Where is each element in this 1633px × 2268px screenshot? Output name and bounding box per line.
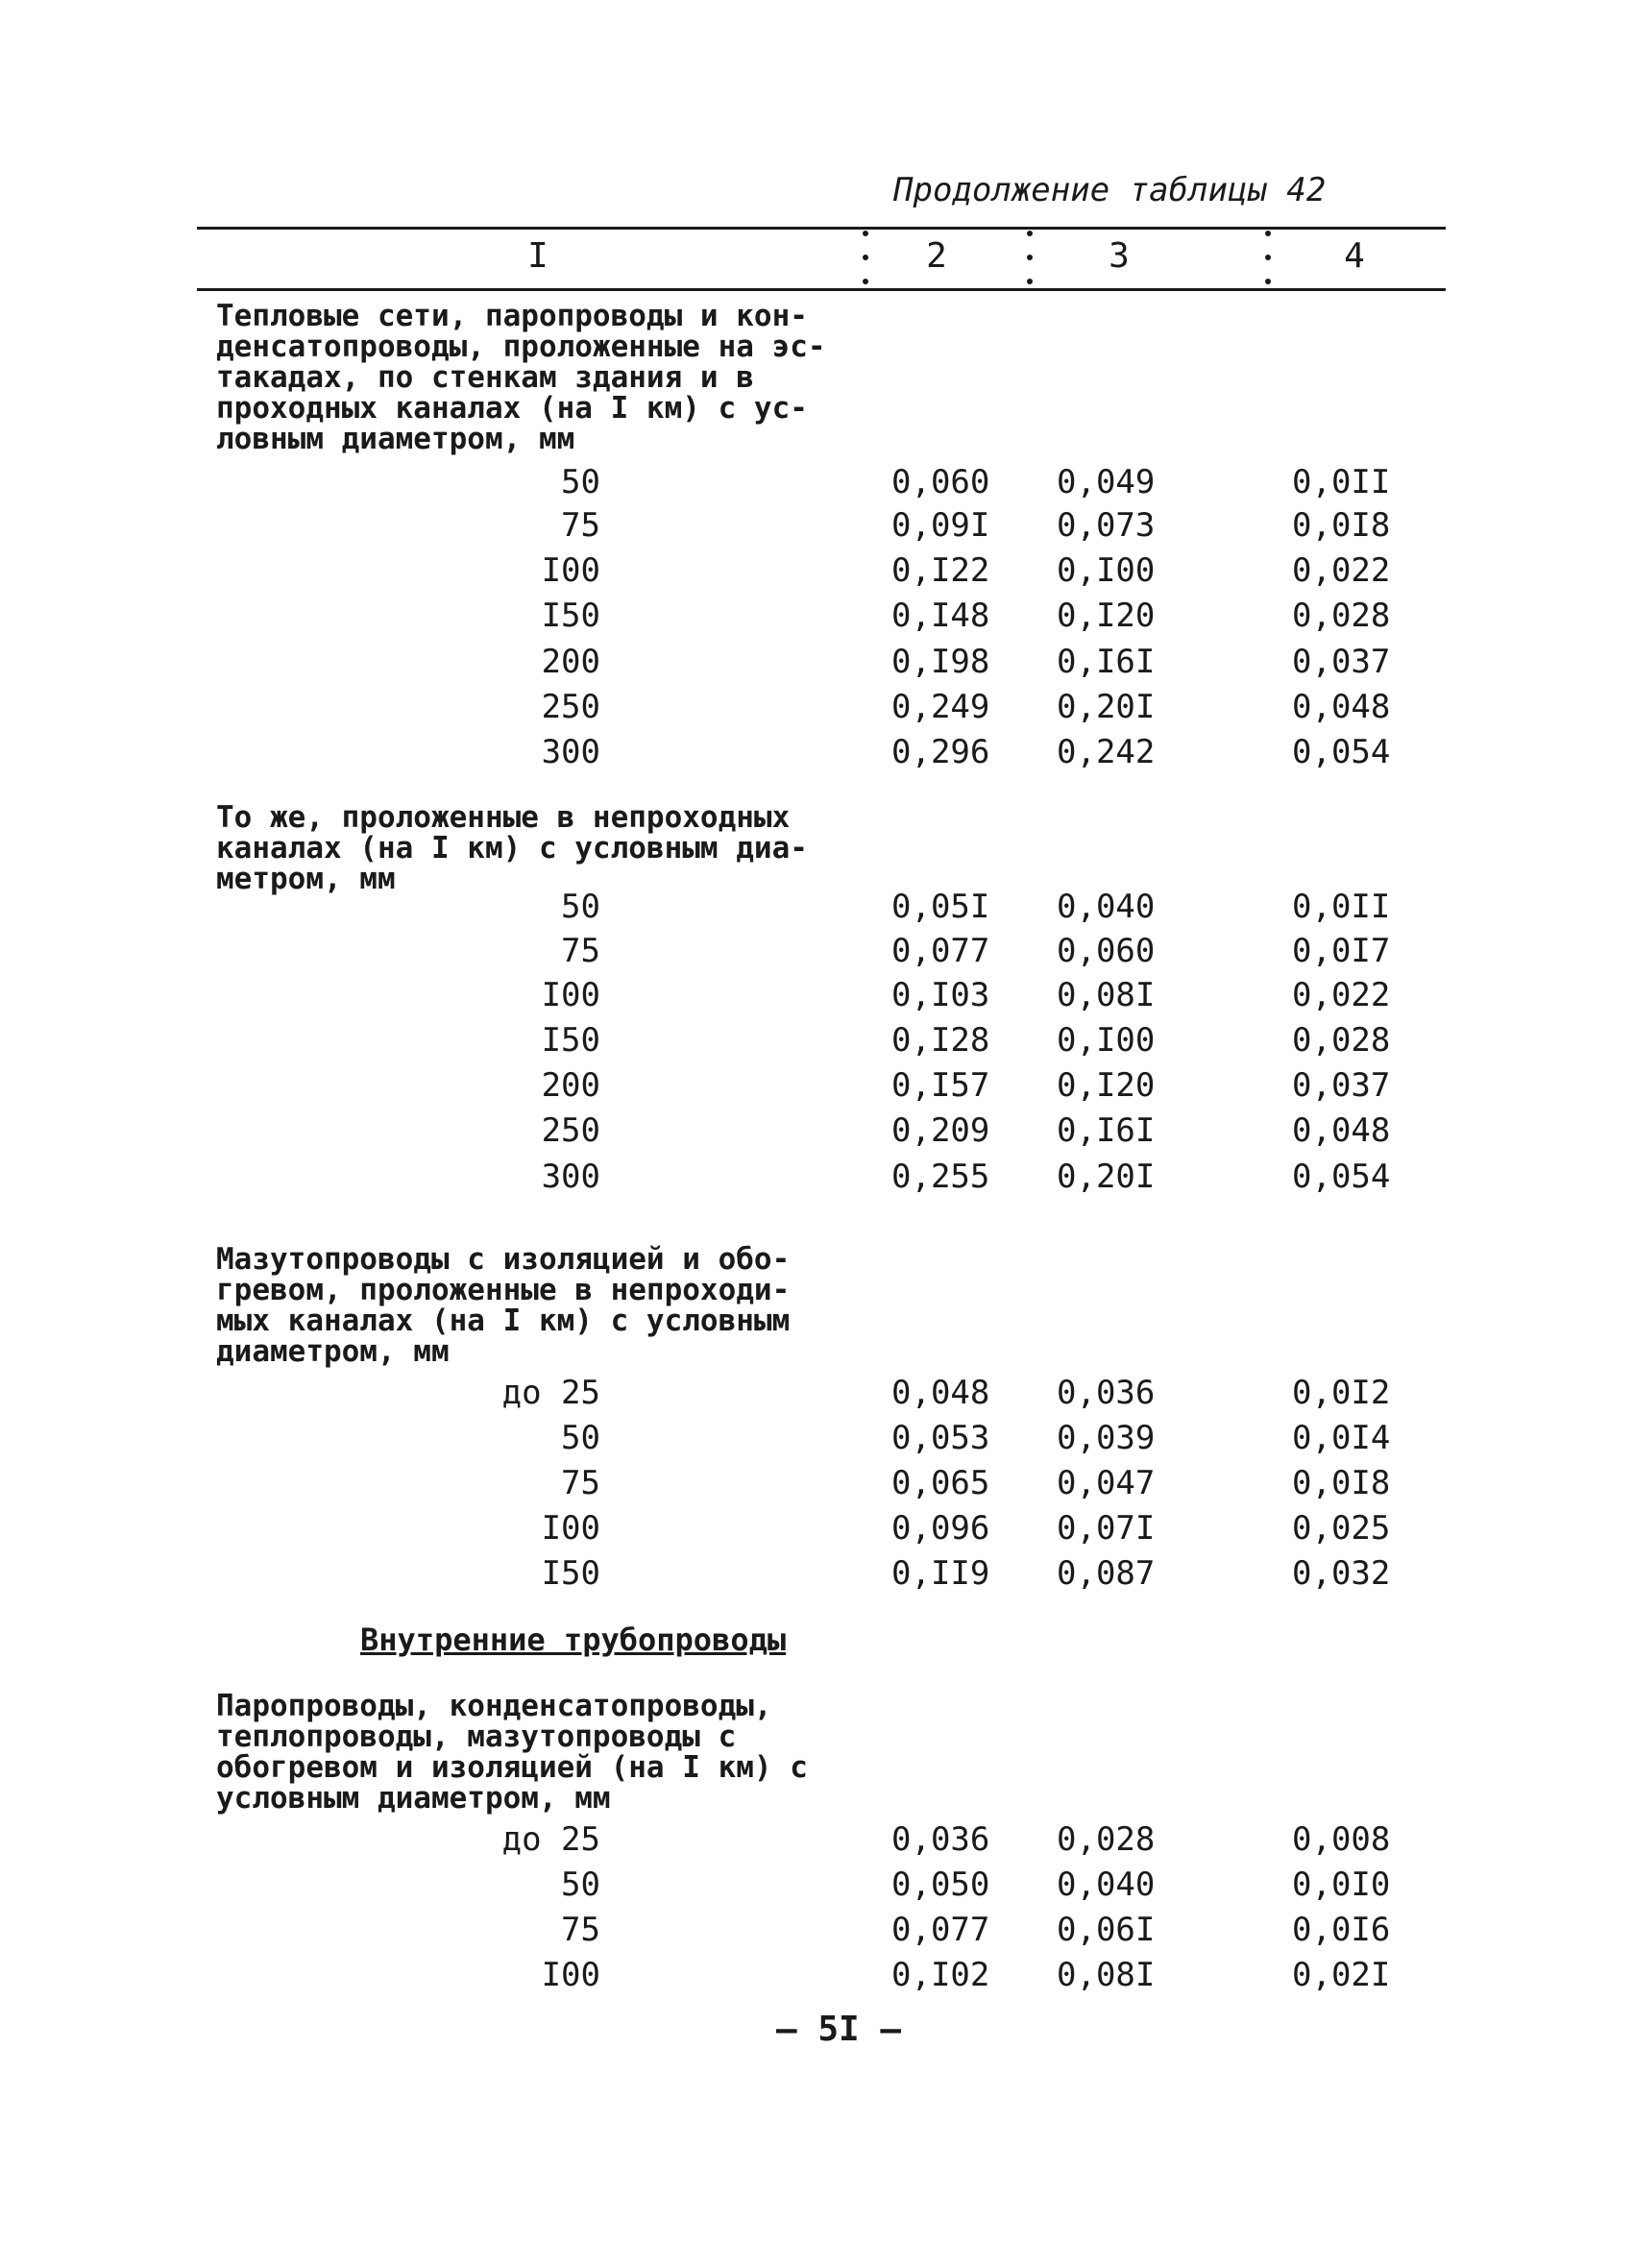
table-row xyxy=(0,1464,1633,1508)
value-cell: 0,048 xyxy=(1292,688,1391,726)
value-cell: 0,II9 xyxy=(891,1554,990,1593)
diameter-cell: 50 xyxy=(561,1866,600,1904)
value-cell: 0,0I8 xyxy=(1292,1464,1391,1502)
value-cell: 0,296 xyxy=(891,733,990,771)
header-divider xyxy=(1026,231,1034,284)
value-cell: 0,037 xyxy=(1292,643,1391,681)
value-cell: 0,036 xyxy=(1057,1374,1156,1412)
section-description: Паропроводы, конденсатопроводы, теплопроводы, мазутопроводы с обогревом и изоляцией (на I км) с условным диаметром, мм xyxy=(216,1689,808,1816)
table-row xyxy=(0,733,1633,777)
table-row xyxy=(0,888,1633,932)
value-cell: 0,054 xyxy=(1292,733,1391,771)
table-row xyxy=(0,976,1633,1020)
value-cell: 0,0II xyxy=(1292,888,1391,926)
value-cell: 0,I02 xyxy=(891,1956,990,1994)
diameter-cell: 50 xyxy=(561,888,600,926)
value-cell: 0,0I0 xyxy=(1292,1866,1391,1904)
value-cell: 0,06I xyxy=(1057,1911,1156,1949)
section-heading: Внутренние трубопроводы xyxy=(360,1622,787,1658)
diameter-cell: 250 xyxy=(541,1111,600,1150)
table-row xyxy=(0,1021,1633,1065)
table-row xyxy=(0,1554,1633,1598)
value-cell: 0,I48 xyxy=(891,597,990,635)
value-cell: 0,025 xyxy=(1292,1509,1391,1548)
diameter-cell: 200 xyxy=(541,643,600,681)
value-cell: 0,048 xyxy=(1292,1111,1391,1150)
value-cell: 0,I00 xyxy=(1057,551,1156,590)
table-row xyxy=(0,551,1633,596)
diameter-cell: 300 xyxy=(541,733,600,771)
diameter-cell: 300 xyxy=(541,1158,600,1196)
value-cell: 0,0I4 xyxy=(1292,1419,1391,1457)
header-col-4: 4 xyxy=(1344,236,1365,276)
value-cell: 0,09I xyxy=(891,506,990,545)
value-cell: 0,028 xyxy=(1292,597,1391,635)
table-row xyxy=(0,506,1633,550)
table-caption: Продолжение таблицы 42 xyxy=(893,171,1327,209)
value-cell: 0,073 xyxy=(1057,506,1156,545)
value-cell: 0,I28 xyxy=(891,1021,990,1060)
diameter-cell: 75 xyxy=(561,932,600,970)
section-description: Мазутопроводы с изоляцией и обо- гревом, проложенные в непроходи- мых каналах (на I км) с условным диаметром, мм xyxy=(216,1242,791,1369)
value-cell: 0,0I2 xyxy=(1292,1374,1391,1412)
diameter-cell: I00 xyxy=(541,976,600,1014)
value-cell: 0,209 xyxy=(891,1111,990,1150)
value-cell: 0,255 xyxy=(891,1158,990,1196)
value-cell: 0,I57 xyxy=(891,1066,990,1105)
table-row xyxy=(0,597,1633,641)
table-row xyxy=(0,688,1633,732)
table-row xyxy=(0,932,1633,976)
value-cell: 0,040 xyxy=(1057,1866,1156,1904)
value-cell: 0,0I6 xyxy=(1292,1911,1391,1949)
table-header-rule xyxy=(197,288,1446,291)
diameter-cell: до 25 xyxy=(501,1820,600,1859)
value-cell: 0,08I xyxy=(1057,976,1156,1014)
value-cell: 0,05I xyxy=(891,888,990,926)
value-cell: 0,028 xyxy=(1292,1021,1391,1060)
table-row xyxy=(0,1911,1633,1955)
value-cell: 0,008 xyxy=(1292,1820,1391,1859)
table-row xyxy=(0,1158,1633,1202)
value-cell: 0,0I7 xyxy=(1292,932,1391,970)
table-row xyxy=(0,1066,1633,1110)
diameter-cell: 75 xyxy=(561,1464,600,1502)
value-cell: 0,I6I xyxy=(1057,1111,1156,1150)
value-cell: 0,065 xyxy=(891,1464,990,1502)
value-cell: 0,037 xyxy=(1292,1066,1391,1105)
table-row xyxy=(0,1419,1633,1463)
value-cell: 0,053 xyxy=(891,1419,990,1457)
header-col-2: 2 xyxy=(926,236,947,276)
value-cell: 0,087 xyxy=(1057,1554,1156,1593)
value-cell: 0,0II xyxy=(1292,463,1391,501)
value-cell: 0,077 xyxy=(891,1911,990,1949)
value-cell: 0,I20 xyxy=(1057,597,1156,635)
value-cell: 0,048 xyxy=(891,1374,990,1412)
value-cell: 0,077 xyxy=(891,932,990,970)
diameter-cell: 50 xyxy=(561,463,600,501)
diameter-cell: I00 xyxy=(541,551,600,590)
diameter-cell: до 25 xyxy=(501,1374,600,1412)
value-cell: 0,096 xyxy=(891,1509,990,1548)
diameter-cell: 200 xyxy=(541,1066,600,1105)
value-cell: 0,060 xyxy=(1057,932,1156,970)
diameter-cell: I50 xyxy=(541,1554,600,1593)
diameter-cell: I50 xyxy=(541,597,600,635)
value-cell: 0,02I xyxy=(1292,1956,1391,1994)
value-cell: 0,I03 xyxy=(891,976,990,1014)
value-cell: 0,022 xyxy=(1292,551,1391,590)
value-cell: 0,249 xyxy=(891,688,990,726)
table-row xyxy=(0,1111,1633,1156)
value-cell: 0,032 xyxy=(1292,1554,1391,1593)
table-row xyxy=(0,1374,1633,1418)
value-cell: 0,028 xyxy=(1057,1820,1156,1859)
diameter-cell: 75 xyxy=(561,506,600,545)
diameter-cell: I50 xyxy=(541,1021,600,1060)
value-cell: 0,054 xyxy=(1292,1158,1391,1196)
table-row xyxy=(0,643,1633,687)
value-cell: 0,050 xyxy=(891,1866,990,1904)
value-cell: 0,20I xyxy=(1057,688,1156,726)
value-cell: 0,I22 xyxy=(891,551,990,590)
page-number: – 5I – xyxy=(776,2010,902,2049)
diameter-cell: I00 xyxy=(541,1509,600,1548)
header-col-3: 3 xyxy=(1109,236,1130,276)
value-cell: 0,0I8 xyxy=(1292,506,1391,545)
value-cell: 0,I98 xyxy=(891,643,990,681)
diameter-cell: 250 xyxy=(541,688,600,726)
table-row xyxy=(0,1509,1633,1553)
value-cell: 0,060 xyxy=(891,463,990,501)
value-cell: 0,040 xyxy=(1057,888,1156,926)
table-row xyxy=(0,1956,1633,2000)
value-cell: 0,049 xyxy=(1057,463,1156,501)
value-cell: 0,I6I xyxy=(1057,643,1156,681)
diameter-cell: 50 xyxy=(561,1419,600,1457)
table-row xyxy=(0,1820,1633,1865)
value-cell: 0,039 xyxy=(1057,1419,1156,1457)
value-cell: 0,08I xyxy=(1057,1956,1156,1994)
header-divider xyxy=(1264,231,1272,284)
table-top-rule xyxy=(197,227,1446,230)
diameter-cell: 75 xyxy=(561,1911,600,1949)
value-cell: 0,07I xyxy=(1057,1509,1156,1548)
value-cell: 0,022 xyxy=(1292,976,1391,1014)
value-cell: 0,242 xyxy=(1057,733,1156,771)
value-cell: 0,20I xyxy=(1057,1158,1156,1196)
value-cell: 0,047 xyxy=(1057,1464,1156,1502)
table-row xyxy=(0,463,1633,507)
section-description: Тепловые сети, паропроводы и кон- денсатопроводы, проложенные на эс- такадах, по стенкам здания и в проходных каналах (на I км) с ус- ловным диаметром, мм xyxy=(216,299,826,456)
table-row xyxy=(0,1866,1633,1910)
value-cell: 0,I20 xyxy=(1057,1066,1156,1105)
value-cell: 0,036 xyxy=(891,1820,990,1859)
section-description: То же, проложенные в непроходных каналах (на I км) с условным диа- метром, мм xyxy=(216,800,808,896)
value-cell: 0,I00 xyxy=(1057,1021,1156,1060)
header-col-1: I xyxy=(527,236,548,276)
diameter-cell: I00 xyxy=(541,1956,600,1994)
header-divider xyxy=(862,231,869,284)
